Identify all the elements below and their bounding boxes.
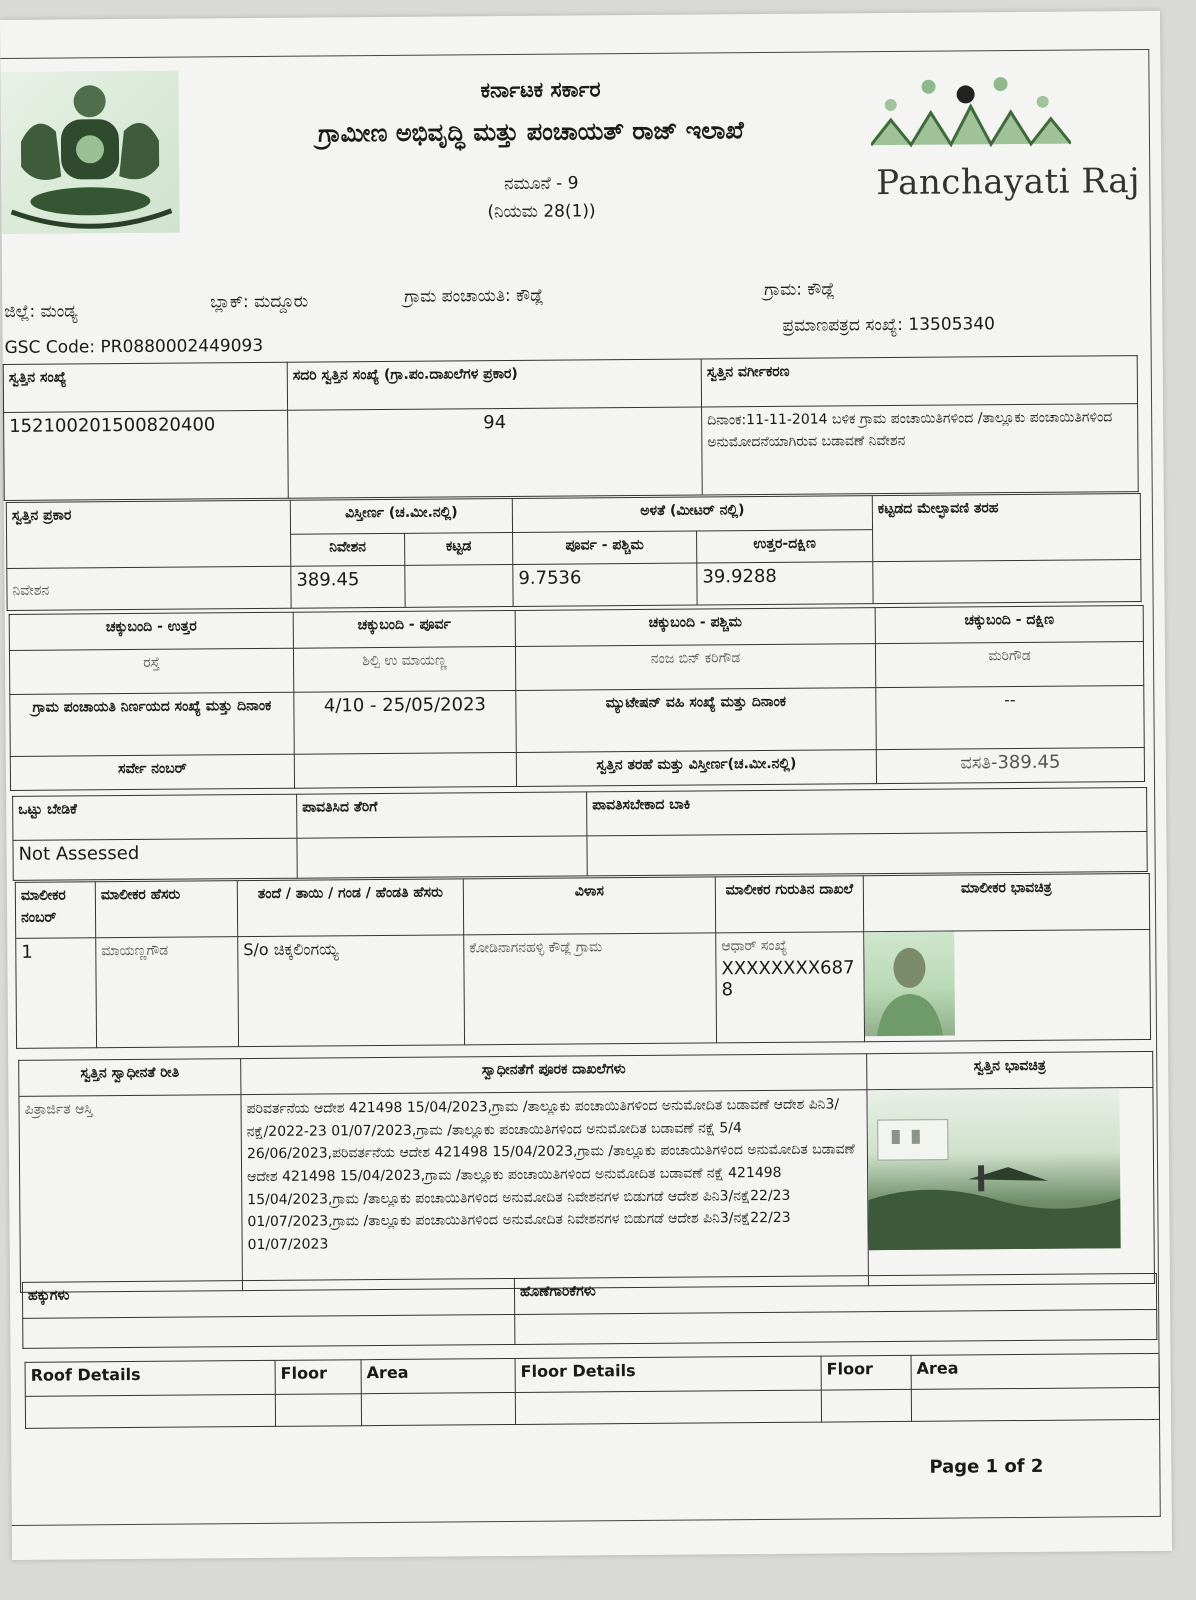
- floor-details-cell: [515, 1390, 821, 1424]
- east-west-header: ಪೂರ್ವ - ಪಶ್ಚಿಮ: [513, 531, 697, 564]
- mutation-header: ಮ್ಯುಟೇಷನ್ ವಹಿ ಸಂಖ್ಯೆ ಮತ್ತು ದಿನಾಂಕ: [516, 688, 876, 753]
- measurement-table: [6, 493, 1142, 611]
- owner-photo: [864, 932, 955, 1037]
- rights-table: [22, 1273, 1157, 1349]
- taluk-label: ಬ್ಲಾಕ್: ಮದ್ದೂರು: [210, 291, 309, 313]
- tax-due-header: ಪಾವತಿಸಬೇಕಾದ ಬಾಕಿ: [587, 788, 1147, 836]
- roof-floor-header: Floor: [275, 1360, 361, 1395]
- gp-property-number-header: ಸದರಿ ಸ್ವತ್ತಿನ ಸಂಖ್ಯೆ (ಗ್ರಾ.ಪಂ.ದಾಖಲೆಗಳ ಪ್ರಕಾರ): [287, 359, 701, 410]
- page-number: Page 1 of 2: [929, 1455, 1044, 1478]
- mutation-value: --: [876, 686, 1144, 750]
- gsc-code: GSC Code: PR0880002449093: [4, 335, 264, 358]
- tax-paid-header: ಪಾವತಿಸಿದ ತೆರಿಗೆ: [297, 792, 587, 838]
- tax-table: [12, 787, 1148, 881]
- owner-id-value: XXXXXXXX6878: [721, 957, 855, 1001]
- district-label: ಜಿಲ್ಲೆ: ಮಂಡ್ಯ: [4, 301, 78, 322]
- acquisition-table: [18, 1051, 1155, 1293]
- header-rule: (ನಿಯಮ 28(1)): [487, 201, 596, 223]
- property-type-header: ಸ್ವತ್ತಿನ ಪ್ರಕಾರ: [6, 500, 291, 568]
- property-photo: [867, 1088, 1120, 1250]
- dimension-header: ಅಳತೆ (ಮೀಟರ್ ನಲ್ಲಿ): [512, 496, 872, 533]
- property-classification: ದಿನಾಂಕ:11-11-2014 ಬಳಿಕ ಗ್ರಾಮ ಪಂಚಾಯಿತಿಗಳಿಂದ /ತಾಲ್ಲೂಕು ಪಂಚಾಯಿತಿಗಳಿಂದ ಅನುಮೋದನೆಯಾಗಿರುವ ಬಡಾವಣೆ ನಿವೇಶನ: [702, 404, 1139, 495]
- east-west: 9.7536: [513, 563, 697, 606]
- header-form-number: ನಮೂನೆ - 9: [504, 173, 579, 195]
- roof-type: [873, 560, 1141, 604]
- floor-floor-header: Floor: [821, 1355, 911, 1390]
- west-boundary-header: ಚಕ್ಕುಬಂದಿ - ಪಶ್ಚಿಮ: [515, 608, 875, 647]
- floor-details-header: Floor Details: [515, 1356, 821, 1392]
- north-south: 39.9288: [697, 562, 873, 605]
- site-area: 389.45: [291, 565, 405, 608]
- east-boundary: ಶಿಲ್ಪಿ ಉ ಮಾಯಣ್ಣ: [293, 646, 515, 692]
- owner-number: 1: [16, 938, 97, 1049]
- floor-details-table: [25, 1353, 1160, 1429]
- west-boundary: ನಂಜ ಬಿನ್ ಕರಿಗೌಡ: [515, 644, 875, 691]
- rights-value: [23, 1314, 515, 1348]
- tax-paid: [297, 836, 587, 878]
- gp-resolution-header: ಗ್ರಾಮ ಪಂಚಾಯತಿ ನಿರ್ಣಯದ ಸಂಖ್ಯೆ ಮತ್ತು ದಿನಾಂಕ: [10, 692, 294, 756]
- total-demand-header: ಒಟ್ಟು ಬೇಡಿಕೆ: [13, 794, 297, 840]
- supporting-documents: ಪರಿವರ್ತನೆಯ ಆದೇಶ 421498 15/04/2023,ಗ್ರಾಮ /ತಾಲ್ಲೂಕು ಪಂಚಾಯಿತಿಗಳಿಂದ ಅನುಮೋದಿತ ಬಡಾವಣೆ ಆದೇಶ ಪಿನಿ3/ನಕ್ಷೆ/2022-23 01/07/2023,ಗ್ರಾಮ /ತಾಲ್ಲೂಕು ಪಂಚಾಯಿತಿಗಳಿಂದ ಅನುಮೋದಿತ ಬಡಾವಣೆ ನಕ್ಷೆ 5/4 26/06/2023,ಪರಿವರ್ತನೆಯ ಆದೇಶ 421498 15/04/2023,ಗ್ರಾಮ /ತಾಲ್ಲೂಕು ಪಂಚಾಯಿತಿಗಳಿಂದ ಅನುಮೋದಿತ ಬಡಾವಣೆ ಆದೇಶ 421498 15/04/2023,ಗ್ರಾಮ /ತಾಲ್ಲೂಕು ಪಂಚಾಯಿತಿಗಳಿಂದ ಅನುಮೋದಿತ ಬಡಾವಣೆ ನಕ್ಷೆ 421498 15/04/2023,ಗ್ರಾಮ /ತಾಲ್ಲೂಕು ಪಂಚಾಯಿತಿಗಳಿಂದ ಅನುಮೋದಿತ ನಿವೇಶನಗಳ ಬಿಡುಗಡೆ ಆದೇಶ ಪಿನಿ3/ನಕ್ಷೆ22/23 01/07/2023,ಗ್ರಾಮ /ತಾಲ್ಲೂಕು ಪಂಚಾಯಿತಿಗಳಿಂದ ಅನುಮೋದಿತ ನಿವೇಶನಗಳ ಬಿಡುಗಡೆ ಆದೇಶ ಪಿನಿ3/ನಕ್ಷೆ22/23 01/07/2023: [241, 1090, 869, 1291]
- north-boundary: ರಸ್ತೆ: [9, 648, 293, 694]
- south-boundary-header: ಚಕ್ಕುಬಂದಿ - ದಕ್ಷಿಣ: [875, 606, 1143, 644]
- roof-area-cell: [361, 1392, 515, 1425]
- survey-number-header: ಸರ್ವೇ ನಂಬರ್: [10, 754, 294, 790]
- village-label: ಗ್ರಾಮ: ಕೌಡ್ಲೆ: [764, 279, 835, 301]
- liabilities-header: ಹೊಣೆಗಾರಿಕೆಗಳು: [514, 1273, 1156, 1314]
- property-photo-header: ಸ್ವತ್ತಿನ ಭಾವಚಿತ್ರ: [867, 1051, 1153, 1089]
- roof-floor-cell: [275, 1394, 361, 1427]
- floor-area-header: Area: [911, 1353, 1159, 1389]
- owner-relation: S/o ಚಿಕ್ಕಲಿಂಗಯ್ಯ: [238, 935, 465, 1047]
- property-classification-header: ಸ್ವತ್ತಿನ ವರ್ಗೀಕರಣ: [701, 356, 1137, 407]
- gram-panchayat-label: ಗ್ರಾಮ ಪಂಚಾಯತಿ: ಕೌಡ್ಲೆ: [404, 285, 544, 307]
- gp-property-number: 94: [288, 407, 703, 498]
- header-government: ಕರ್ನಾಟಕ ಸರ್ಕಾರ: [480, 77, 601, 103]
- property-number: 152100201500820400: [4, 410, 289, 500]
- south-boundary: ಮರಿಗೌಡ: [875, 642, 1143, 688]
- total-demand: Not Assessed: [13, 838, 297, 880]
- north-south-header: ಉತ್ತರ-ದಕ್ಷಿಣ: [697, 530, 873, 563]
- site-area-header: ನಿವೇಶನ: [291, 533, 405, 566]
- property-nature: ವಸತಿ-389.45: [876, 748, 1144, 784]
- relation-header: ತಂದೆ / ತಾಯಿ / ಗಂಡ / ಹೆಂಡತಿ ಹೆಸರು: [237, 879, 463, 937]
- rights-header: ಹಕ್ಕುಗಳು: [22, 1278, 514, 1318]
- address-header: ವಿಳಾಸ: [463, 877, 715, 935]
- property-number-table: [3, 355, 1139, 501]
- owner-id: [716, 932, 865, 1043]
- liabilities-value: [515, 1309, 1157, 1344]
- logo-text: Panchayati Raj: [876, 161, 1141, 204]
- owner-address: ಕೋಡಿನಾಗನಹಳ್ಳಿ ಕೌಡ್ಲೆ ಗ್ರಾಮ: [464, 933, 717, 1045]
- property-nature-header: ಸ್ವತ್ತಿನ ತರಹೆ ಮತ್ತು ವಿಸ್ತೀರ್ಣ(ಚ.ಮೀ.ನಲ್ಲಿ): [516, 750, 876, 787]
- form-sheet: [0, 11, 1172, 1560]
- header-department: ಗ್ರಾಮೀಣ ಅಭಿವೃದ್ಧಿ ಮತ್ತು ಪಂಚಾಯತ್ ರಾಜ್ ಇಲಾಖೆ: [317, 116, 744, 148]
- property-type: ನಿವೇಶನ: [7, 566, 291, 610]
- owner-id-label: ಆಧಾರ್ ಸಂಖ್ಯೆ: [721, 937, 788, 955]
- building-area: [405, 564, 513, 607]
- tax-due: [587, 832, 1147, 876]
- owner-photo-cell: [864, 929, 1151, 1041]
- owner-number-header: ಮಾಲೀಕರ ನಂಬರ್: [15, 882, 95, 939]
- roof-details-cell: [25, 1394, 275, 1428]
- supporting-documents-header: ಸ್ವಾಧೀನತೆಗೆ ಪೂರಕ ದಾಖಲೆಗಳು: [241, 1054, 867, 1095]
- acquisition-mode: ಪಿತ್ರಾರ್ಜಿತ ಆಸ್ತಿ: [19, 1095, 243, 1293]
- property-photo-cell: [867, 1087, 1155, 1285]
- building-area-header: ಕಟ್ಟಡ: [405, 532, 513, 565]
- certificate-number: ಪ್ರಮಾಣಪತ್ರದ ಸಂಖ್ಯೆ: 13505340: [782, 314, 995, 336]
- owner-table: [15, 873, 1151, 1049]
- property-number-header: ಸ್ವತ್ತಿನ ಸಂಖ್ಯೆ: [3, 362, 287, 412]
- roof-type-header: ಕಟ್ಟಡದ ಮೇಲ್ಛಾವಣಿ ತರಹ: [872, 494, 1141, 562]
- owner-name-header: ಮಾಲೀಕರ ಹೆಸರು: [95, 881, 237, 938]
- boundary-table: [9, 605, 1145, 791]
- north-boundary-header: ಚಕ್ಕುಬಂದಿ - ಉತ್ತರ: [9, 612, 293, 650]
- roof-details-header: Roof Details: [25, 1360, 275, 1396]
- gp-resolution: 4/10 - 25/05/2023: [294, 690, 516, 754]
- owner-name: ಮಾಯಣ್ಣಗೌಡ: [96, 937, 239, 1048]
- floor-area-cell: [911, 1387, 1159, 1421]
- owner-photo-header: ಮಾಲೀಕರ ಭಾವಚಿತ್ರ: [863, 874, 1149, 932]
- east-boundary-header: ಚಕ್ಕುಬಂದಿ - ಪೂರ್ವ: [293, 610, 515, 648]
- owner-id-header: ಮಾಲೀಕರ ಗುರುತಿನ ದಾಖಲೆ: [715, 876, 863, 933]
- acquisition-mode-header: ಸ್ವತ್ತಿನ ಸ್ವಾಧೀನತೆ ರೀತಿ: [19, 1059, 241, 1097]
- survey-number: [294, 752, 516, 788]
- area-header: ವಿಸ್ತೀರ್ಣ (ಚ.ಮೀ.ನಲ್ಲಿ): [290, 498, 512, 534]
- floor-floor-cell: [821, 1389, 911, 1422]
- roof-area-header: Area: [361, 1358, 515, 1393]
